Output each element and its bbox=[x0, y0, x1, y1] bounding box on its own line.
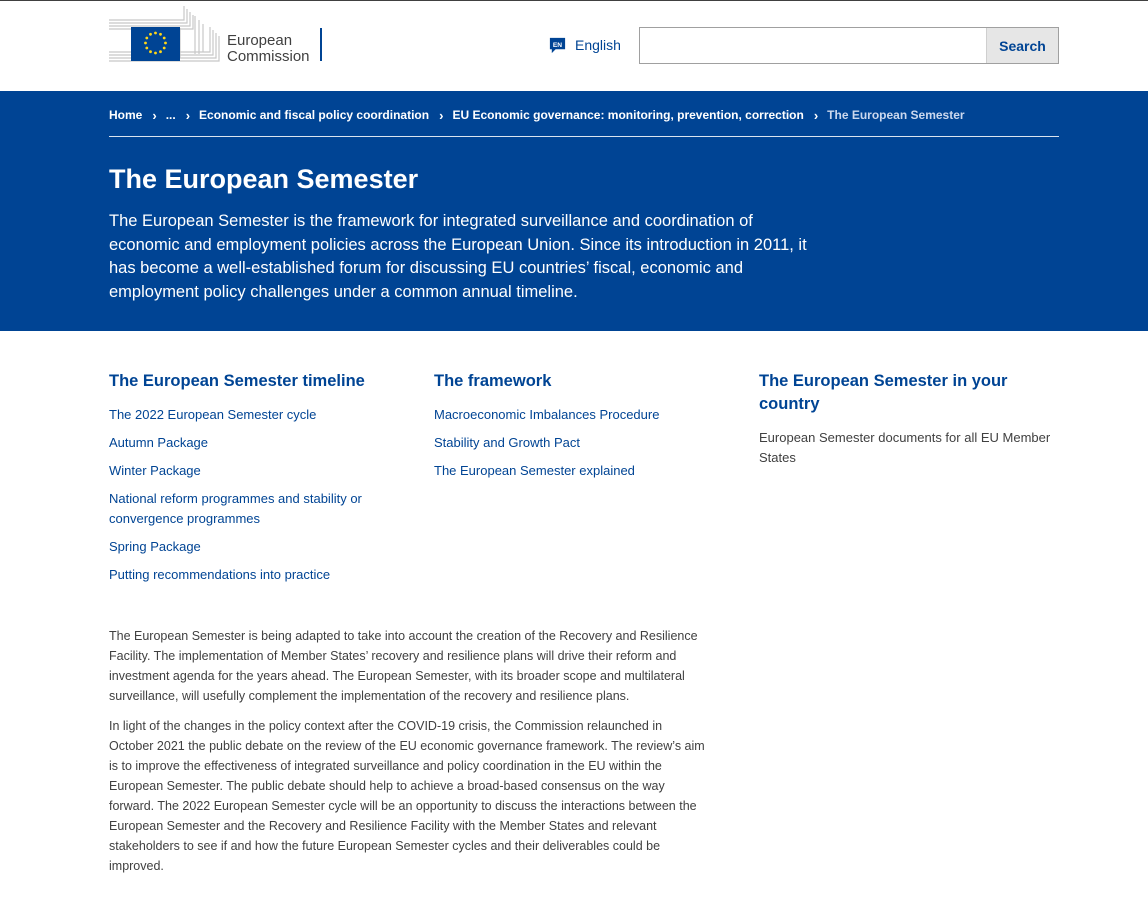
link-autumn-package[interactable]: Autumn Package bbox=[109, 435, 209, 450]
column-heading-country: The European Semester in your country bbox=[759, 372, 1008, 413]
breadcrumb-home[interactable]: Home bbox=[109, 108, 143, 122]
link-stability-growth-pact[interactable]: Stability and Growth Pact bbox=[434, 435, 580, 450]
logo-line-commission: Commission bbox=[227, 48, 310, 65]
language-code: EN bbox=[552, 41, 563, 49]
hero-divider bbox=[109, 136, 1059, 137]
logo-line-european: European bbox=[227, 32, 293, 49]
language-speech-bubble-icon bbox=[548, 36, 567, 55]
column-heading-timeline: The European Semester timeline bbox=[109, 372, 365, 390]
chevron-right-icon: › bbox=[813, 107, 819, 123]
breadcrumb-eu-economic-governance[interactable]: EU Economic governance: monitoring, prevention, correction bbox=[452, 108, 804, 122]
search-form bbox=[639, 27, 1059, 64]
page-hero bbox=[0, 91, 1148, 331]
language-selector[interactable] bbox=[548, 35, 621, 55]
search-input[interactable] bbox=[640, 28, 986, 63]
link-putting-recommendations[interactable]: Putting recommendations into practice bbox=[109, 567, 331, 582]
link-winter-package[interactable]: Winter Package bbox=[109, 463, 201, 478]
european-commission-logo[interactable] bbox=[109, 6, 329, 66]
search-button[interactable]: Search bbox=[986, 28, 1058, 63]
link-national-reform-programmes[interactable]: National reform programmes and stability or convergence programmes bbox=[109, 491, 362, 526]
main-content bbox=[109, 626, 709, 886]
page-title: The European Semester bbox=[109, 164, 419, 194]
framework-links-column bbox=[434, 370, 734, 489]
chevron-right-icon: › bbox=[185, 107, 191, 123]
timeline-links-column bbox=[109, 370, 409, 593]
framework-link-list bbox=[434, 405, 734, 481]
column-heading-framework: The framework bbox=[434, 372, 552, 390]
page-introduction: The European Semester is the framework for integrated surveillance and coordination of economic and employment policies across the European Union. Since its introduction in 2011, it has become a well-established forum for discussing EU countries’ fiscal, economic and employment policy challenges under a common annual timeline. bbox=[109, 212, 807, 301]
language-label: English bbox=[575, 37, 621, 53]
timeline-link-list bbox=[109, 405, 409, 585]
link-macroeconomic-imbalances[interactable]: Macroeconomic Imbalances Procedure bbox=[434, 407, 660, 422]
site-header bbox=[0, 1, 1148, 91]
eu-flag-building-icon bbox=[109, 6, 229, 66]
breadcrumb bbox=[109, 107, 1059, 123]
logo-divider bbox=[320, 28, 322, 61]
chevron-right-icon: › bbox=[439, 107, 444, 123]
breadcrumb-current-page: The European Semester bbox=[827, 108, 965, 122]
link-semester-explained[interactable]: The European Semester explained bbox=[434, 463, 635, 478]
link-spring-package[interactable]: Spring Package bbox=[109, 539, 201, 554]
breadcrumb-economic-fiscal-policy[interactable]: Economic and fiscal policy coordination bbox=[199, 108, 430, 122]
link-2022-cycle[interactable]: The 2022 European Semester cycle bbox=[109, 407, 317, 422]
link-member-state-documents[interactable]: European Semester documents for all EU Member States bbox=[759, 430, 1051, 465]
country-links-column bbox=[759, 370, 1059, 476]
country-link-list bbox=[759, 428, 1059, 468]
logo-wordmark bbox=[227, 33, 310, 65]
breadcrumb-ellipsis[interactable]: ... bbox=[165, 108, 176, 122]
content-paragraph: In light of the changes in the policy context after the COVID-19 crisis, the Commission relaunched in October 2021 the public debate on the review of the EU economic governance framework. The review’s aim is to improve the effectiveness of integrated surveillance and policy coordination in the EU within the European Semester. The public debate should help to achieve a broad-based consensus on the way forward. The 2022 European Semester cycle will be an opportunity to discuss the interactions between the European Semester and the Recovery and Resilience Facility with the Member States and relevant stakeholders to see if and how the future European Semester cycles and their deliverables could be improved. bbox=[109, 719, 705, 873]
chevron-right-icon: › bbox=[152, 107, 157, 123]
content-paragraph: The European Semester is being adapted to take into account the creation of the Recovery and Resilience Facility. The implementation of Member States’ recovery and resilience plans will drive their reform and investment agenda for the years ahead. The European Semester, with its broader scope and multilateral surveillance, will usefully complement the implementation of the recovery and resilience plans. bbox=[109, 629, 698, 703]
